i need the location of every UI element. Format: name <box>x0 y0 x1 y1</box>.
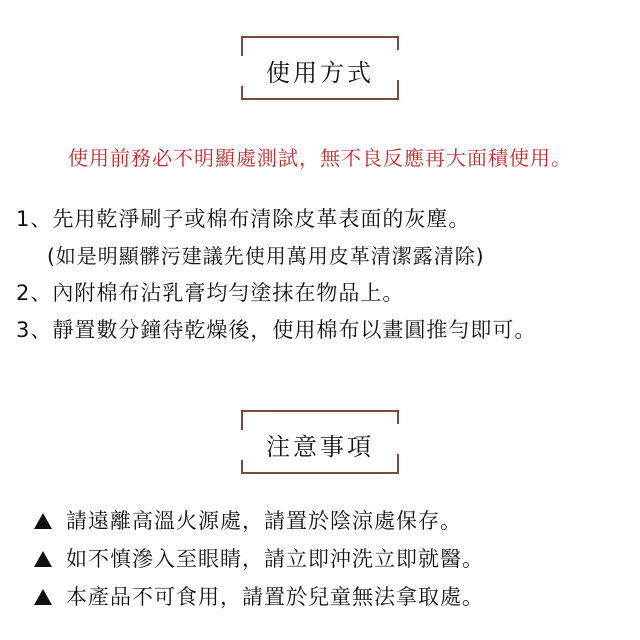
usage-step-3: 3、靜置數分鐘待乾燥後，使用棉布以畫圓推勻即可。 <box>16 318 537 342</box>
test-warning-text: 使用前務必不明顯處測試，無不良反應再大面積使用。 <box>68 146 572 170</box>
usage-step-1: 1、先用乾淨刷子或棉布清除皮革表面的灰塵。 <box>16 207 471 231</box>
notice-item-3 <box>34 578 634 616</box>
usage-heading-frame <box>241 36 399 100</box>
notice-item-1 <box>34 502 634 540</box>
frame-edge-top-right <box>259 410 399 412</box>
warning-triangle-icon <box>34 551 52 567</box>
warning-triangle-icon <box>34 513 52 529</box>
notice-list <box>34 502 634 616</box>
usage-heading: 使用方式 <box>266 59 374 87</box>
notice-item-text: 如不慎滲入至眼睛，請立即沖洗立即就醫。 <box>66 547 484 571</box>
frame-edge-bottom-left <box>241 98 381 100</box>
notice-heading: 注意事項 <box>266 433 374 461</box>
usage-step-2: 2、內附棉布沾乳膏均勻塗抹在物品上。 <box>16 281 405 305</box>
usage-step-1-note: (如是明顯髒污建議先使用萬用皮革清潔露清除) <box>47 244 485 268</box>
warning-triangle-icon <box>34 589 52 605</box>
frame-edge-bottom-left <box>241 472 381 474</box>
notice-item-text: 請遠離高溫火源處，請置於陰涼處保存。 <box>66 509 462 533</box>
notice-item-text: 本產品不可食用，請置於兒童無法拿取處。 <box>66 585 484 609</box>
notice-heading-frame <box>241 410 399 474</box>
usage-steps-list <box>16 201 636 349</box>
notice-item-2 <box>34 540 634 578</box>
frame-edge-top-right <box>259 36 399 38</box>
